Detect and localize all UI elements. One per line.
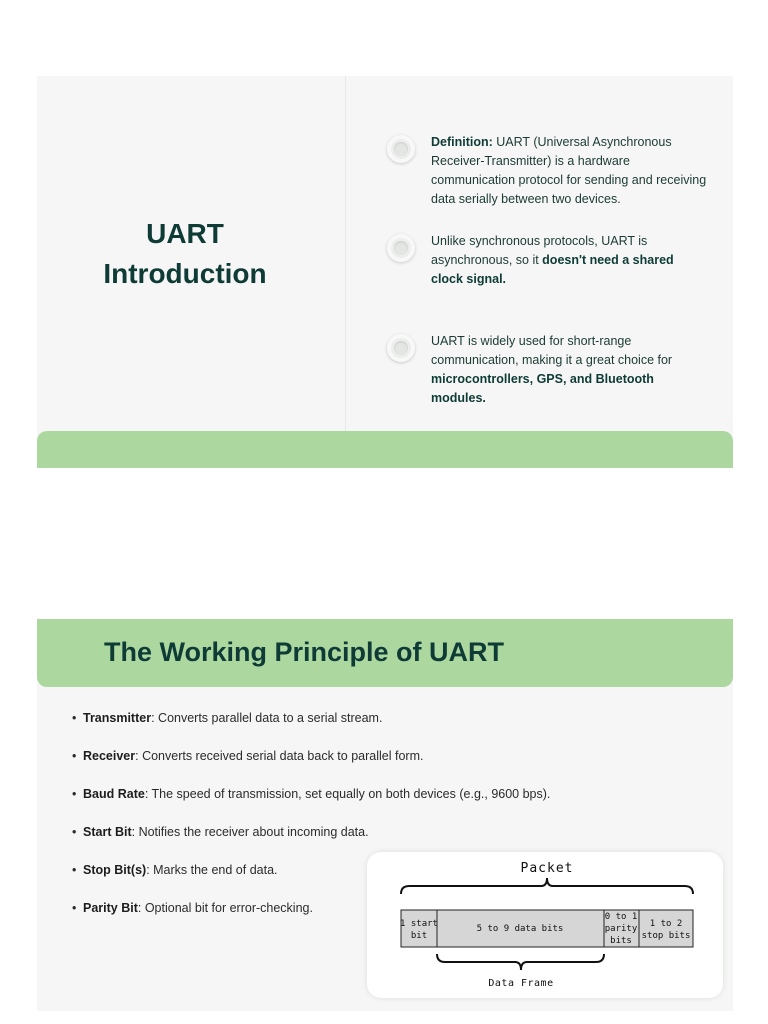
item-term: Stop Bit(s) — [83, 863, 147, 877]
bullet-text — [431, 332, 707, 408]
working-principle-slide — [37, 619, 733, 1011]
column-divider — [345, 76, 346, 431]
item-desc: : Optional bit for error-checking. — [137, 901, 313, 915]
slide-title: The Working Principle of UART — [104, 637, 505, 667]
list-item — [72, 787, 550, 825]
item-term: Baud Rate — [83, 787, 145, 801]
bullet-circle-icon — [387, 234, 415, 262]
item-term: Start Bit — [83, 825, 132, 839]
slide-title — [65, 214, 305, 294]
data-frame-label: Data Frame — [488, 978, 554, 989]
stop-bits-label-2: stop bits — [641, 931, 691, 941]
item-desc: : Converts parallel data to a serial stream. — [151, 711, 383, 725]
item-term: Parity Bit — [83, 901, 138, 915]
bullet-bold: microcontrollers, GPS, and Bluetooth modules. — [431, 372, 654, 405]
bullet-circle-icon — [387, 135, 415, 163]
packet-diagram-svg — [367, 852, 723, 998]
bullet-body: UART (Universal Asynchronous Receiver-Transmitter) is a hardware communication protocol for sending and receiving data serially between two devices. — [431, 135, 707, 206]
item-term: Transmitter — [83, 711, 152, 725]
parity-label-1: 0 to 1 — [604, 912, 638, 922]
bullet-text — [431, 133, 707, 209]
item-desc: : Marks the end of data. — [146, 863, 278, 877]
packet-brace-icon — [401, 878, 693, 894]
bullet-bold-lead: Definition: — [431, 135, 493, 149]
item-desc: : Notifies the receiver about incoming data. — [131, 825, 369, 839]
parity-label-2: parity — [604, 924, 638, 934]
item-term: Receiver — [83, 749, 136, 763]
footer-accent-bar — [37, 431, 733, 468]
bullet-body: Unlike synchronous protocols, UART is asynchronous, so it — [431, 234, 648, 267]
bullet-circle-icon — [387, 334, 415, 362]
bullet-bold: doesn't need a shared clock signal. — [431, 253, 674, 286]
title-line-2: Introduction — [103, 258, 267, 289]
parity-label-3: bits — [610, 936, 632, 946]
list-item — [72, 711, 550, 749]
start-bit-label-1: 1 start — [400, 919, 438, 929]
item-desc: : The speed of transmission, set equally on both devices (e.g., 9600 bps). — [144, 787, 551, 801]
intro-slide — [37, 76, 733, 468]
bullet-body: UART is widely used for short-range communication, making it a great choice for — [431, 334, 673, 367]
list-item — [72, 749, 550, 787]
packet-diagram — [367, 852, 723, 998]
bullet-text — [431, 232, 707, 289]
start-bit-label-2: bit — [410, 931, 428, 941]
packet-label: Packet — [520, 861, 574, 876]
data-frame-brace-icon — [437, 954, 604, 970]
title-line-1: UART — [146, 218, 224, 249]
item-desc: : Converts received serial data back to parallel form. — [135, 749, 424, 763]
data-bits-label: 5 to 9 data bits — [476, 924, 564, 934]
stop-bits-label-1: 1 to 2 — [649, 919, 683, 929]
slide-header — [37, 619, 733, 687]
